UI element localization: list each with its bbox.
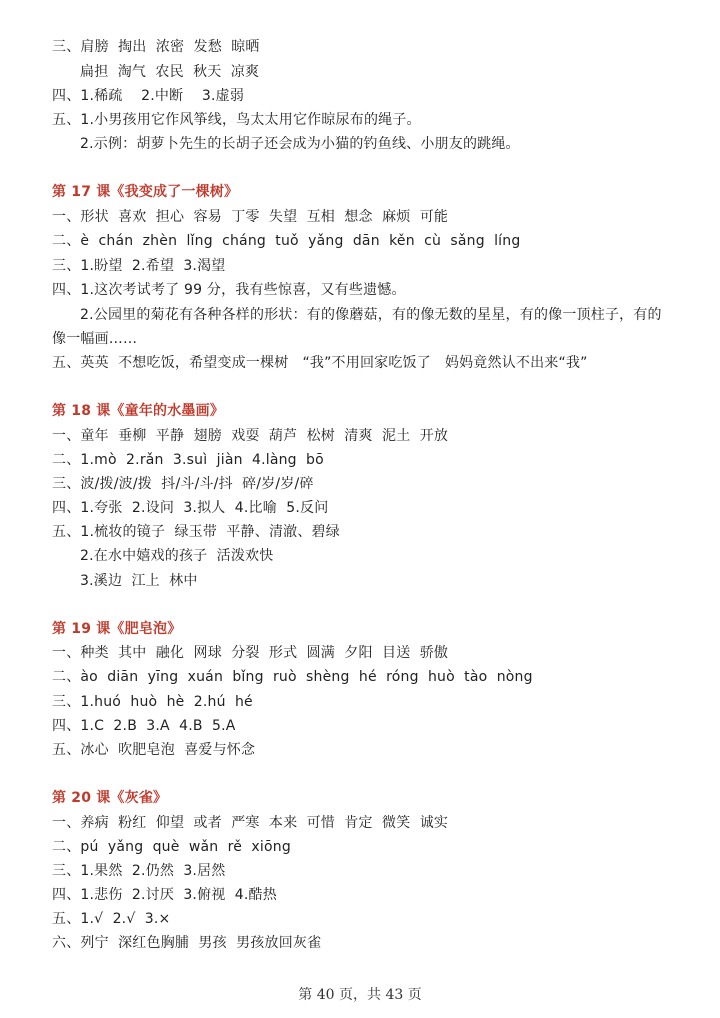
answer-line: 五、1.小男孩用它作风筝线，鸟太太用它作晾尿布的绳子。 — [52, 112, 421, 128]
answer-line: 一、种类 其中 融化 网球 分裂 形式 圆满 夕阳 目送 骄傲 — [52, 645, 449, 661]
answer-line: 四、1.夸张 2.设问 3.拟人 4.比喻 5.反问 — [52, 500, 329, 516]
answer-line: 二、1.mò 2.rǎn 3.suì jiàn 4.làng bō — [52, 452, 324, 468]
answer-line: 二、è chán zhèn lǐng cháng tuǒ yǎng dān kěn cù sǎng líng — [52, 233, 521, 249]
answer-line: 三、1.盼望 2.希望 3.渴望 — [52, 258, 226, 274]
lesson-20-heading: 第 20 课《灰雀》 — [52, 790, 168, 806]
answer-line: 五、英英 不想吃饭，希望变成一棵树 “我”不用回家吃饭了 妈妈竟然认不出来“我” — [52, 355, 588, 371]
answer-line: 一、形状 喜欢 担心 容易 丁零 失望 互相 想念 麻烦 可能 — [52, 209, 449, 225]
answer-line: 三、1.huó huò hè 2.hú hé — [52, 694, 253, 710]
answer-line: 四、1.这次考试考了 99 分，我有些惊喜，又有些遗憾。 — [52, 282, 406, 298]
answer-line: 像一幅画…… — [52, 331, 138, 347]
answer-line: 五、冰心 吹肥皂泡 喜爱与怀念 — [52, 742, 256, 758]
lesson-18-heading: 第 18 课《童年的水墨画》 — [52, 403, 225, 419]
answer-line: 2.示例：胡萝卜先生的长胡子还会成为小猫的钓鱼线、小朋友的跳绳。 — [80, 136, 520, 152]
answer-line: 三、波/拨/波/拨 抖/斗/斗/抖 碎/岁/岁/碎 — [52, 476, 314, 492]
answer-line: 二、ào diān yīng xuán bǐng ruò shèng hé róng huò tào nòng — [52, 669, 533, 685]
page-number-footer: 第 40 页，共 43 页 — [298, 987, 422, 1003]
answer-line: 三、1.果然 2.仍然 3.居然 — [52, 863, 226, 879]
answer-line: 2.在水中嬉戏的孩子 活泼欢快 — [80, 548, 274, 564]
answer-line: 四、1.C 2.B 3.A 4.B 5.A — [52, 718, 236, 734]
answer-line: 一、养病 粉红 仰望 或者 严寒 本来 可惜 肯定 微笑 诚实 — [52, 815, 449, 831]
answer-line: 2.公园里的菊花有各种各样的形状：有的像蘑菇，有的像无数的星星，有的像一顶柱子，有的 — [80, 307, 662, 323]
answer-line: 3.溪边 江上 林中 — [80, 573, 198, 589]
lesson-19-heading: 第 19 课《肥皂泡》 — [52, 621, 182, 637]
answer-line: 六、列宁 深红色胸脯 男孩 男孩放回灰雀 — [52, 935, 322, 951]
answer-line: 五、1.梳妆的镜子 绿玉带 平静、清澈、碧绿 — [52, 524, 340, 540]
lesson-17-heading: 第 17 课《我变成了一棵树》 — [52, 184, 239, 200]
answer-line: 扁担 淘气 农民 秋天 凉爽 — [80, 64, 260, 80]
answer-line: 四、1.稀疏 2.中断 3.虚弱 — [52, 88, 245, 104]
answer-line: 五、1.√ 2.√ 3.× — [52, 911, 171, 927]
answer-line: 一、童年 垂柳 平静 翅膀 戏耍 葫芦 松树 清爽 泥土 开放 — [52, 428, 449, 444]
answer-line: 三、肩膀 掏出 浓密 发愁 晾晒 — [52, 39, 260, 55]
answer-line: 四、1.悲伤 2.讨厌 3.俯视 4.酷热 — [52, 887, 277, 903]
answer-line: 二、pú yǎng què wǎn rě xiōng — [52, 839, 291, 855]
